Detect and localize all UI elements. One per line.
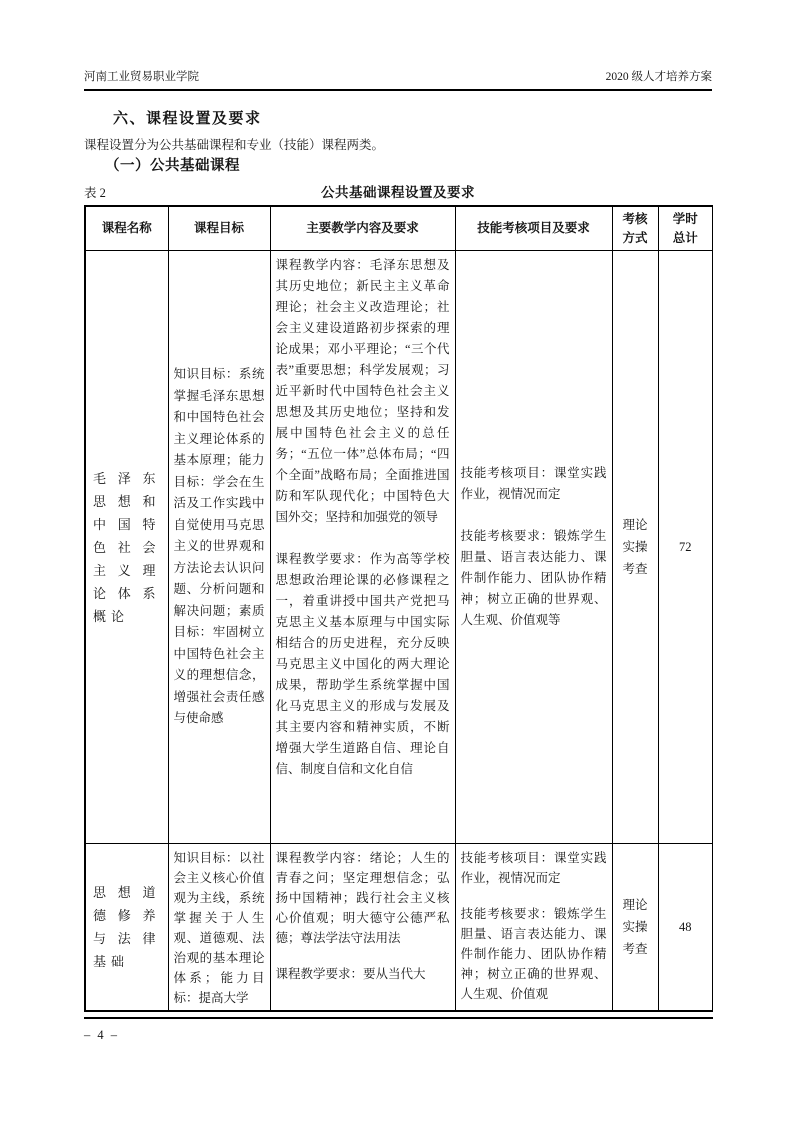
teaching-content-cell <box>270 251 455 844</box>
assessment-method: 理论实操考查 <box>622 898 648 956</box>
col-header-assessment-method: 考核方式 <box>612 206 658 251</box>
course-name: 思想道德修养与法律基础 <box>93 885 161 969</box>
col-header-skill-assessment: 技能考核项目及要求 <box>455 206 612 251</box>
col-header-total-hours: 学时总计 <box>658 206 713 251</box>
section-heading: 六、课程设置及要求 <box>113 111 262 127</box>
total-hours-cell <box>658 251 713 844</box>
page-number: – 4 – <box>84 1028 119 1042</box>
col-header-course-name: 课程名称 <box>85 206 168 251</box>
teaching-requirements-paragraph: 课程教学要求：要从当代大 <box>275 967 426 981</box>
header-plan-title: 2020 级人才培养方案 <box>605 71 712 83</box>
course-name: 毛泽东思想和中国特色社会主义理论体系概论 <box>93 470 161 624</box>
intro-paragraph: 课程设置分为公共基础课程和专业（技能）课程两类。 <box>84 138 385 152</box>
skill-assessment-item-paragraph: 技能考核项目：课堂实践作业，视情况而定 <box>460 851 607 885</box>
header-school-name: 河南工业贸易职业学院 <box>84 71 199 83</box>
course-name-cell <box>85 844 168 1012</box>
table-caption <box>84 181 712 201</box>
skill-assessment-cell <box>455 251 612 844</box>
table-header-row <box>85 206 713 251</box>
assessment-method-cell <box>612 251 658 844</box>
course-objectives-cell <box>168 844 270 1012</box>
table-label: 表 2 <box>84 186 106 200</box>
skill-assessment-cell <box>455 844 612 1012</box>
course-name-cell <box>85 251 168 844</box>
col-header-objectives: 课程目标 <box>168 206 270 251</box>
teaching-content-paragraph: 课程教学内容：毛泽东思想及其历史地位；新民主主义革命理论；社会主义改造理论；社会主义建设道路初步探索的理论成果；邓小平理论；“三个代表”重要思想；科学发展观；习近平新时代中国特色社会主义思想及其历史地位；坚持和发展中国特色社会主义的总任务；“五位一体”总体布局；“四个全面”战略布局；全面推进国防和军队现代化；中国特色大国外交；坚持和加强党的领导 <box>275 258 450 524</box>
total-hours: 72 <box>679 539 692 554</box>
teaching-content-paragraph: 课程教学内容：绪论；人生的青春之问；坚定理想信念；弘扬中国精神；践行社会主义核心价值观；明大德守公德严私德；尊法学法守法用法 <box>275 851 450 945</box>
total-hours: 48 <box>679 919 692 934</box>
subsection-heading: （一）公共基础课程 <box>105 158 240 174</box>
course-objectives: 知识目标：系统掌握毛泽东思想和中国特色社会主义理论体系的基本原理；能力目标：学会在生活及工作实践中自觉使用马克思主义的世界观和方法论去认识问题、分析问题和解决问题；素质目标：牢固树立中国特色社会主义的理想信念，增强社会责任感与使命感 <box>173 367 265 726</box>
table-row-course-2 <box>85 844 713 1012</box>
assessment-method: 理论实操考查 <box>622 518 648 576</box>
course-table-container <box>84 205 713 1019</box>
skill-assessment-item-paragraph: 技能考核项目：课堂实践作业，视情况而定 <box>460 466 607 501</box>
teaching-content-cell <box>270 844 455 1012</box>
table-row-course-1 <box>85 251 713 844</box>
skill-assessment-requirements-paragraph: 技能考核要求：锻炼学生胆量、语言表达能力、课件制作能力、团队协作精神；树立正确的世界观、人生观、价值观等 <box>460 529 607 627</box>
course-table <box>84 205 713 1012</box>
col-header-teaching-content: 主要教学内容及要求 <box>270 206 455 251</box>
teaching-requirements-paragraph: 课程教学要求：作为高等学校思想政治理论课的必修课程之一，着重讲授中国共产党把马克思主义基本原理与中国实际相结合的历史进程，充分反映马克思主义中国化的两大理论成果，帮助学生系统掌握中国化马克思主义的形成与发展及其主要内容和精神实质，不断增强大学生道路自信、理论自信、制度自信和文化自信 <box>275 552 450 776</box>
course-objectives: 知识目标：以社会主义核心价值观为主线，系统掌握关于人生观、道德观、法治观的基本理论体系；能力目标：提高大学 <box>173 851 265 1005</box>
table-title: 公共基础课程设置及要求 <box>321 185 475 200</box>
assessment-method-cell <box>612 844 658 1012</box>
skill-assessment-requirements-paragraph: 技能考核要求：锻炼学生胆量、语言表达能力、课件制作能力、团队协作精神；树立正确的世界观、人生观、价值观 <box>460 907 607 1001</box>
course-objectives-cell <box>168 251 270 844</box>
total-hours-cell <box>658 844 713 1012</box>
running-header <box>84 68 712 91</box>
